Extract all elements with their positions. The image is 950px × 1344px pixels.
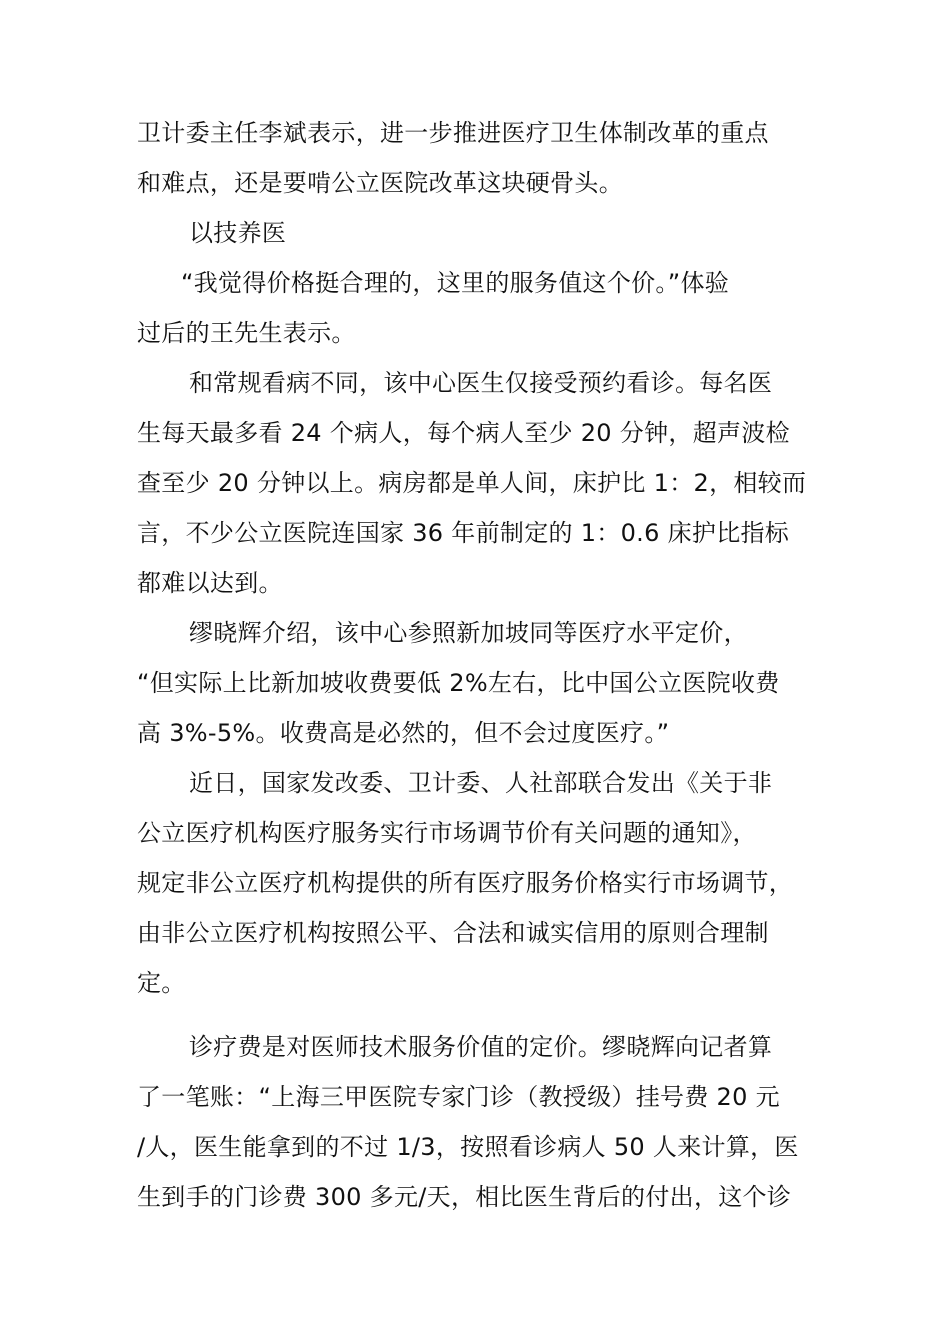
text-line: 由非公立医疗机构按照公平、合法和诚实信用的原则合理制 [137, 919, 769, 947]
text-line: 诊疗费是对医师技术服务价值的定价。缪晓辉向记者算 [189, 1033, 773, 1061]
text-line: 查至少 20 分钟以上。病房都是单人间，床护比 1：2，相较而 [137, 469, 807, 497]
document-body [137, 108, 819, 1222]
text-line: 和难点，还是要啃公立医院改革这块硬骨头。 [137, 169, 623, 197]
text-line: 规定非公立医疗机构提供的所有医疗服务价格实行市场调节， [137, 869, 794, 897]
text-line: 生每天最多看 24 个病人，每个病人至少 20 分钟，超声波检 [137, 419, 790, 447]
text-line: 言，不少公立医院连国家 36 年前制定的 1：0.6 床护比指标 [137, 519, 790, 547]
text-line: 了一笔账：“上海三甲医院专家门诊（教授级）挂号费 20 元 [137, 1083, 780, 1111]
text-line: 卫计委主任李斌表示，进一步推进医疗卫生体制改革的重点 [137, 119, 769, 147]
text-line: 公立医疗机构医疗服务实行市场调节价有关问题的通知》， [137, 819, 757, 847]
text-line: 生到手的门诊费 300 多元/天，相比医生背后的付出，这个诊 [137, 1183, 792, 1211]
text-line: /人，医生能拿到的不过 1/3，按照看诊病人 50 人来计算，医 [137, 1133, 799, 1161]
text-line: 近日，国家发改委、卫计委、人社部联合发出《关于非 [189, 769, 773, 797]
text-line: 定。 [137, 969, 186, 997]
section-heading: 以技养医 [189, 219, 287, 247]
text-line: 和常规看病不同，该中心医生仅接受预约看诊。每名医 [189, 369, 773, 397]
text-line: 都难以达到。 [137, 569, 283, 597]
text-line: 缪晓辉介绍，该中心参照新加坡同等医疗水平定价， [189, 619, 748, 647]
text-line: “我觉得价格挺合理的，这里的服务值这个价。”体验 [181, 269, 730, 297]
text-line: “但实际上比新加坡收费要低 2%左右，比中国公立医院收费 [137, 669, 780, 697]
text-line: 过后的王先生表示。 [137, 319, 356, 347]
text-line: 高 3%-5%。收费高是必然的，但不会过度医疗。” [137, 719, 670, 747]
